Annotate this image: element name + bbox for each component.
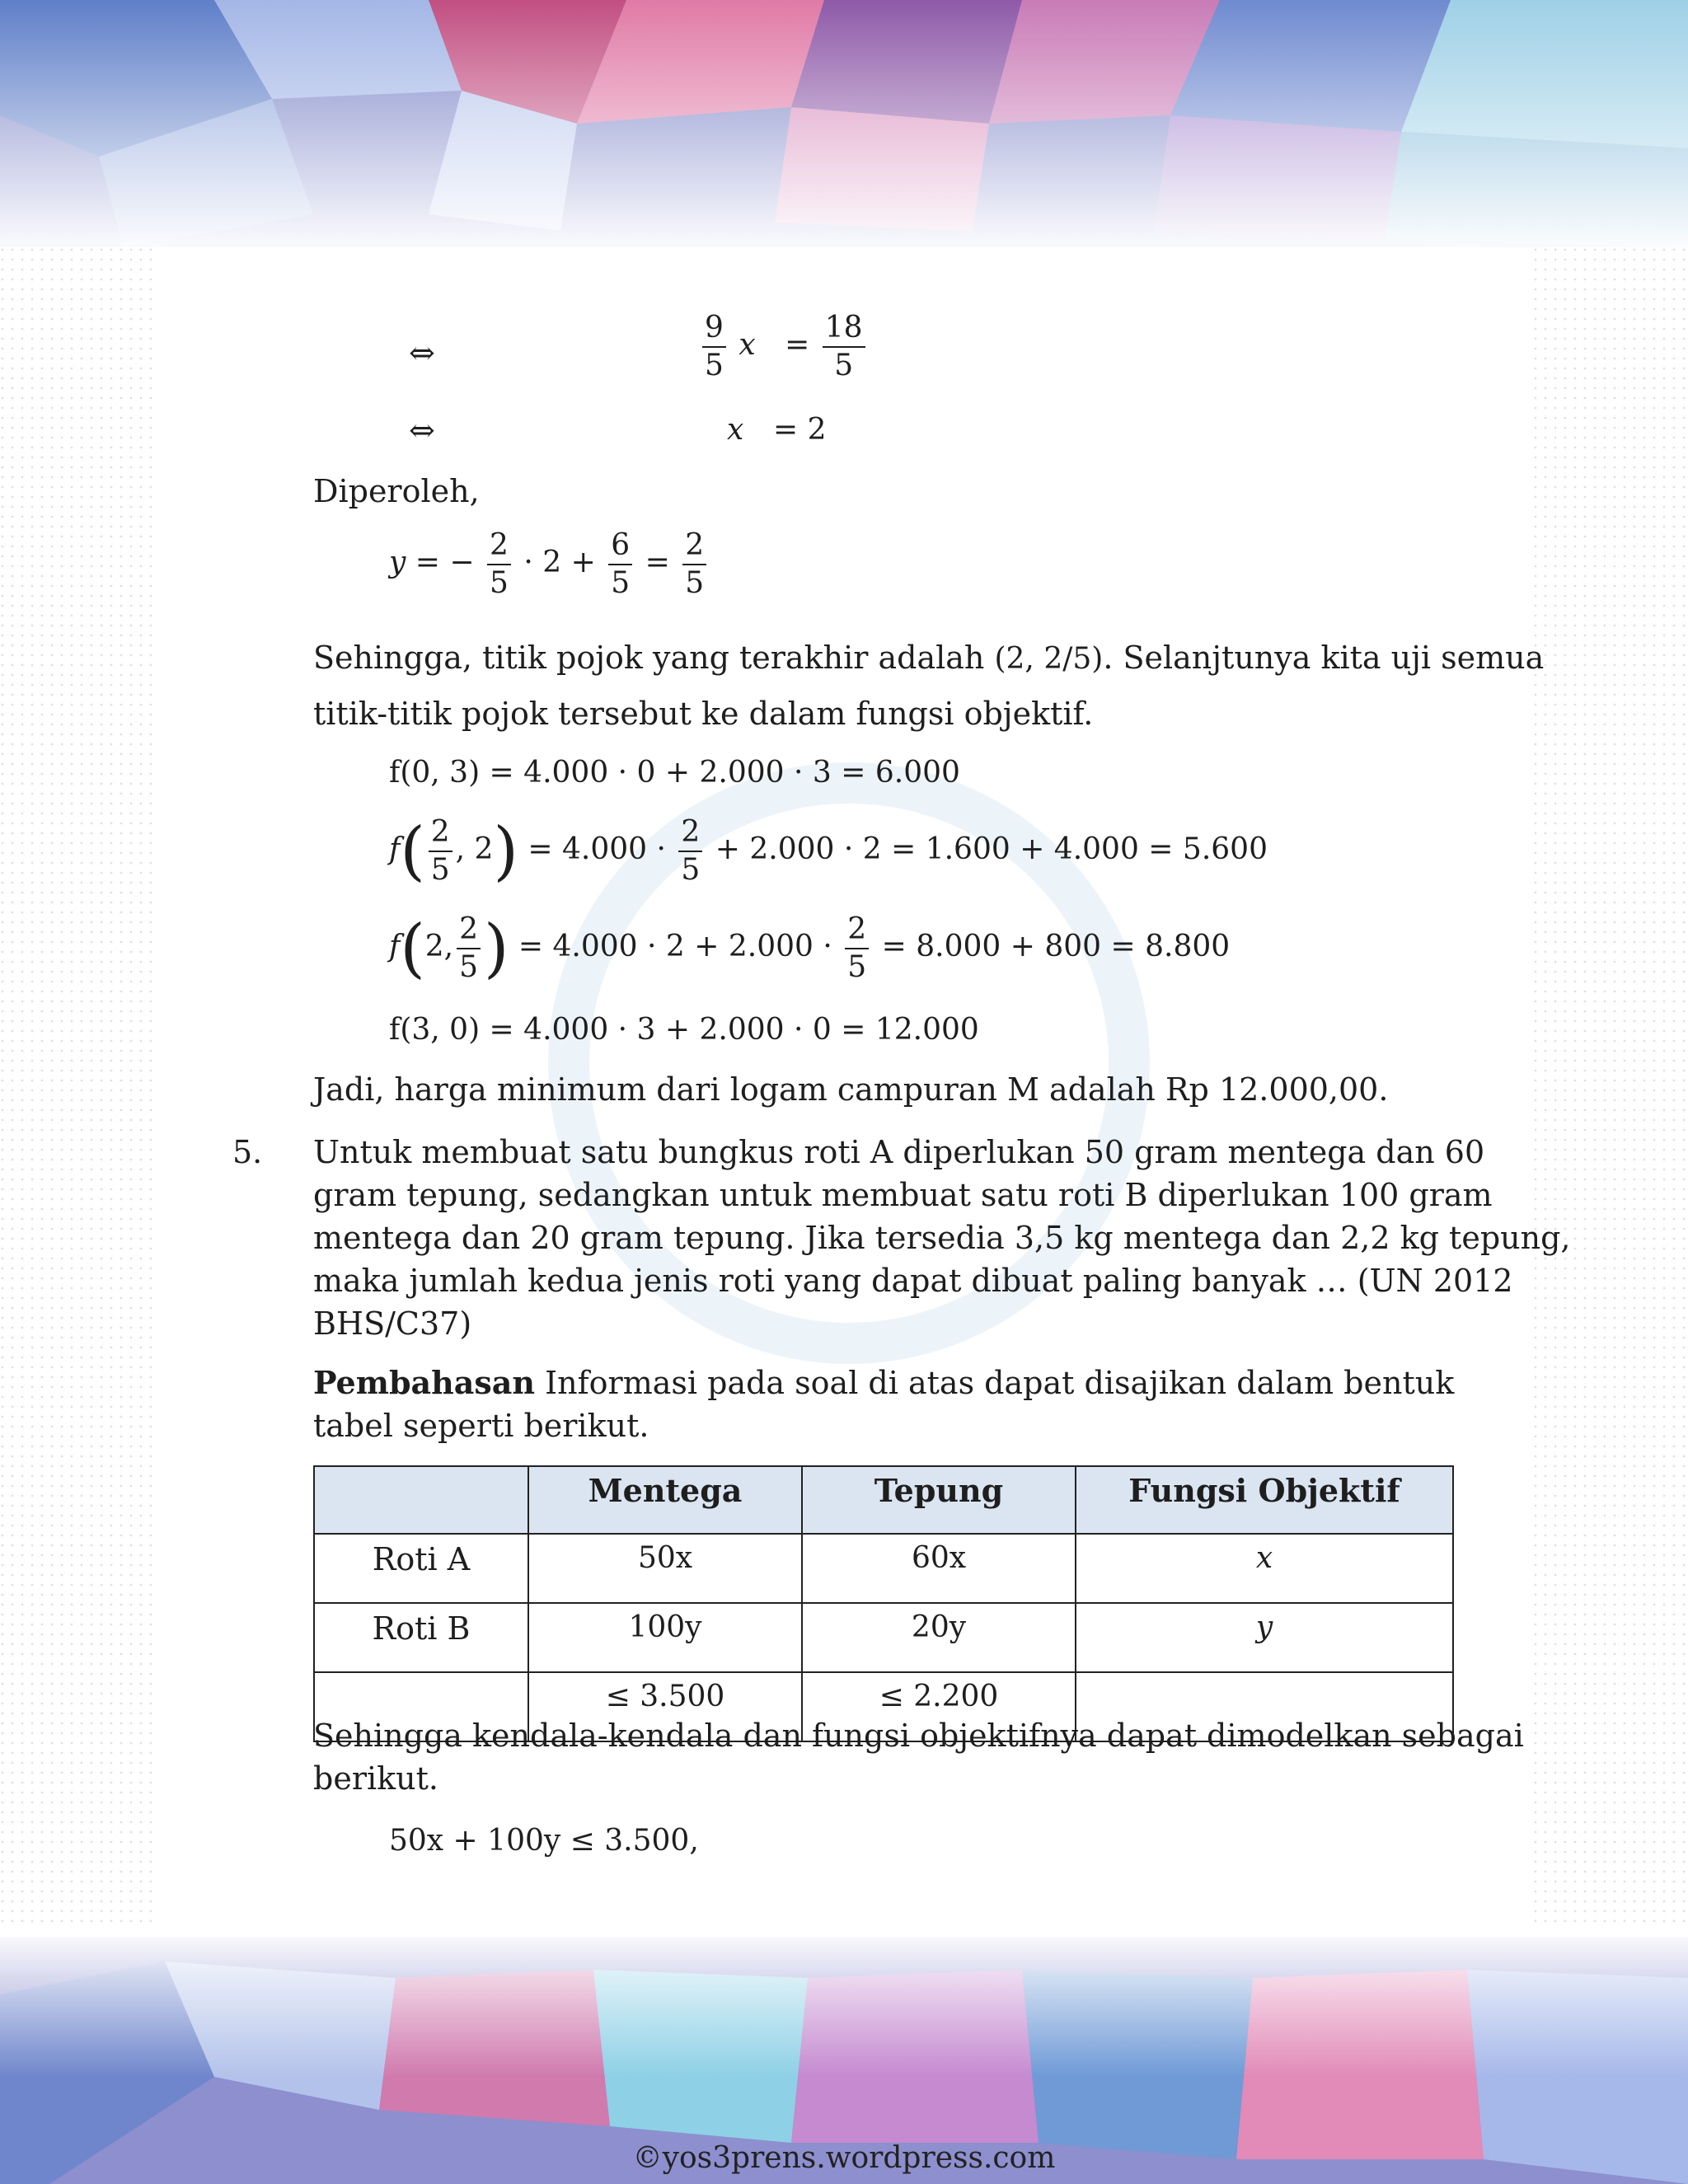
step1-equals: = <box>785 328 810 362</box>
y-equation: y = − $\frac{2}{5}$ · 2 + $\frac{6}{5}$ = $\frac{2}{5}$ <box>389 527 710 602</box>
pembahasan-label: Pembahasan <box>313 1364 536 1401</box>
sehingga-line-1: Sehingga, titik pojok yang terakhir adalah (2, 2/5). Selanjtunya kita uji semua <box>313 640 1545 676</box>
problem5-line-3: mentega dan 20 gram tepung. Jika tersedia 3,5 kg mentega dan 2,2 kg tepung, <box>313 1220 1571 1256</box>
step2-result: = 2 <box>773 413 827 447</box>
pembahasan-line-2: tabel seperti berikut. <box>313 1408 649 1444</box>
step1-denominator: 5 <box>705 349 724 382</box>
table-cell: 60x <box>802 1534 1076 1603</box>
table-cell: x <box>1076 1534 1453 1603</box>
table-cell: ≤ 3.500 <box>528 1672 802 1741</box>
step1-numerator: 9 <box>702 310 726 348</box>
equivalence-symbol-2: ⇔ <box>409 412 435 448</box>
table-cell: 50x <box>528 1534 802 1603</box>
diperoleh-text: Diperoleh, <box>313 473 480 509</box>
problem5-line-5: BHS/C37) <box>313 1305 472 1342</box>
constraint-1: 50x + 100y ≤ 3.500, <box>389 1824 699 1858</box>
problem-number: 5. <box>232 1134 263 1170</box>
step1-variable: x <box>738 328 756 362</box>
eval-f-0-3: f(0, 3) = 4.000 · 0 + 2.000 · 3 = 6.000 <box>389 756 960 790</box>
table-header-tepung: Tepung <box>802 1466 1076 1534</box>
pembahasan-line-1: Pembahasan Informasi pada soal di atas dapat disajikan dalam bentuk <box>313 1364 1455 1401</box>
step1-equation <box>699 310 869 384</box>
table-header-cell <box>314 1466 528 1534</box>
step1-rhs-numerator: 18 <box>823 310 865 348</box>
step1-rhs-denominator: 5 <box>834 349 854 382</box>
table-cell: 20y <box>802 1603 1076 1672</box>
eval-f-3-0: f(3, 0) = 4.000 · 3 + 2.000 · 0 = 12.000 <box>389 1013 979 1047</box>
equivalence-symbol: ⇔ <box>409 335 435 371</box>
sehingga-line-2: titik-titik pojok tersebut ke dalam fungsi objektif. <box>313 696 1094 732</box>
problem5-line-2: gram tepung, sedangkan untuk membuat satu roti B diperlukan 100 gram <box>313 1177 1493 1213</box>
table-header-row <box>314 1466 1453 1534</box>
table-row <box>314 1603 1453 1672</box>
last-corner-point: (2, 2/5) <box>994 642 1104 676</box>
table-header-fungsi: Fungsi Objektif <box>1076 1466 1453 1534</box>
table-cell: y <box>1076 1603 1453 1672</box>
model-line-1: Sehingga kendala-kendala dan fungsi objektifnya dapat dimodelkan sebagai <box>313 1718 1524 1754</box>
table-cell: Roti B <box>314 1603 528 1672</box>
table-cell: ≤ 2.200 <box>802 1672 1076 1741</box>
data-table <box>313 1465 1454 1742</box>
problem5-line-1: Untuk membuat satu bungkus roti A diperlukan 50 gram mentega dan 60 <box>313 1134 1485 1170</box>
model-line-2: berikut. <box>313 1760 438 1797</box>
eval-f-2-2-5: f(2, $\frac{2}{5}$ ) = 4.000 · 2 + 2.000 · $\frac{2}{5}$ = 8.000 + 800 = 8.800 <box>389 912 1231 986</box>
table-header-mentega: Mentega <box>528 1466 802 1534</box>
table-cell: Roti A <box>314 1534 528 1603</box>
jadi-conclusion: Jadi, harga minimum dari logam campuran M adalah Rp 12.000,00. <box>313 1071 1389 1108</box>
table-cell: 100y <box>528 1603 802 1672</box>
problem5-line-4: maka jumlah kedua jenis roti yang dapat dibuat paling banyak … (UN 2012 <box>313 1263 1513 1299</box>
table-row <box>314 1534 1453 1603</box>
eval-f-2-5-2: f( $\frac{2}{5}$ , 2) = 4.000 · $\frac{2}{5}$ + 2.000 · 2 = 1.600 + 4.000 = 5.600 <box>389 814 1268 888</box>
step2-variable: x <box>727 413 744 447</box>
footer-credit: ©yos3prens.wordpress.com <box>632 2141 1056 2175</box>
